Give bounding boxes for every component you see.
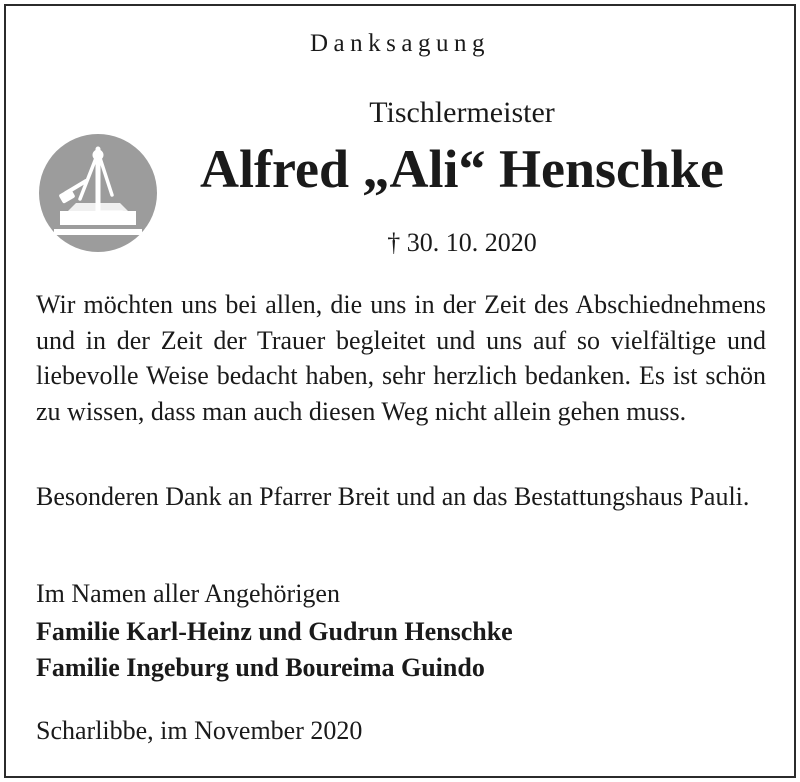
thanks-paragraph: Wir möchten uns bei allen, die uns in der Zeit des Abschiednehmens und in der Zeit der Trauer begleitet und uns auf so vielfältige und liebevolle Weise bedacht haben, sehr herzlich bedanken. Es ist schön zu wissen, dass man auch diesen Weg nicht allein gehen muss. [36,290,766,426]
deceased-name: Alfred „Ali“ Henschke [200,139,724,199]
place-date: Scharlibbe, im November 2020 [36,716,363,745]
family-name-1: Familie Karl-Heinz und Gudrun Henschke [36,617,513,646]
special-thanks-paragraph: Besonderen Dank an Pfarrer Breit und an das Bestattungshaus Pauli. [36,482,750,511]
family-name-2: Familie Ingeburg und Boureima Guindo [36,653,485,682]
signoff-intro: Im Namen aller Angehörigen [36,579,340,608]
profession: Tischlermeister [369,96,555,129]
heading: Danksagung [310,30,490,57]
death-date: † 30. 10. 2020 [387,228,537,257]
